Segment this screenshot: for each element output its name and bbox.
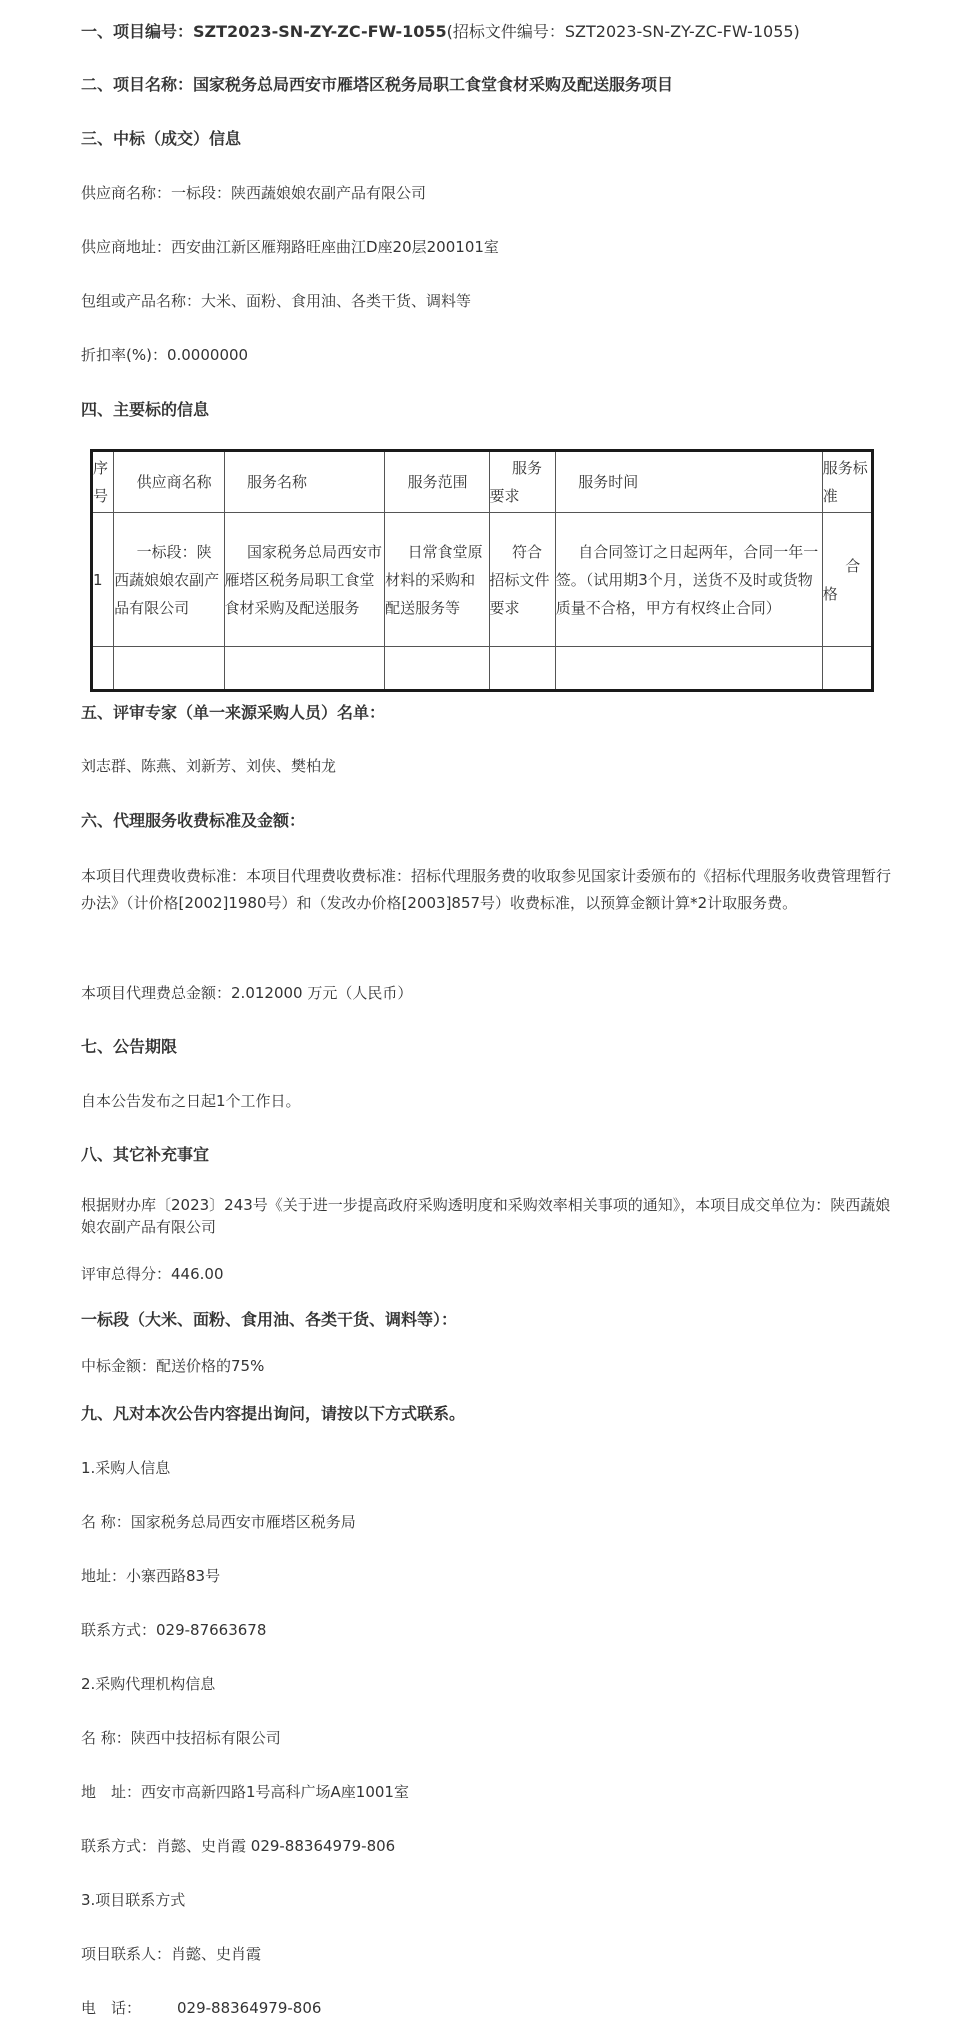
buyer-address: 地址：小寨西路83号	[81, 1567, 221, 1585]
header-cell: 供应商名称	[114, 451, 224, 513]
header-cell: 服务名称	[224, 451, 385, 513]
project-contact-person: 项目联系人：肖懿、史肖霞	[81, 1945, 262, 1963]
project-number-code: SZT2023-SN-ZY-ZC-FW-1055	[193, 22, 447, 41]
table-cell: 一标段：陕西蔬娘娘农副产品有限公司	[114, 513, 224, 647]
discount-rate: 折扣率(%)：0.0000000	[81, 346, 249, 364]
project-contact-heading: 3.项目联系方式	[81, 1891, 186, 1909]
agency-contact: 联系方式：肖懿、史肖霞 029-88364979-806	[81, 1837, 396, 1855]
section-6-title: 六、代理服务收费标准及金额：	[81, 811, 306, 830]
table-cell: 1	[92, 513, 114, 647]
agency-address: 地 址：西安市高新四路1号高科广场A座1001室	[81, 1783, 409, 1801]
agency-fee-standard: 本项目代理费收费标准：本项目代理费收费标准：招标代理服务费的收取参见国家计委颁布的《招标代理服务收费管理暂行办法》（计价格[2002]1980号）和（发改办价格[2003]857号）收费标准，以预算金额计算*2计取服务费。	[81, 867, 892, 912]
agency-name: 名 称：陕西中技招标有限公司	[81, 1729, 281, 1747]
project-phone-label: 电 话：	[81, 1999, 142, 2017]
section-3-title: 三、中标（成交）信息	[81, 129, 242, 148]
main-items-table	[90, 449, 874, 692]
project-number-label: 一、项目编号：	[81, 22, 194, 41]
project-phone	[81, 1997, 895, 2019]
lot-title: 一标段（大米、面粉、食用油、各类干货、调料等）：	[81, 1310, 458, 1329]
table-cell: 国家税务总局西安市雁塔区税务局职工食堂食材采购及配送服务	[224, 513, 385, 647]
table-cell: 符合招标文件要求	[489, 513, 555, 647]
supplementary-notice: 根据财办库〔2023〕243号《关于进一步提高政府采购透明度和采购效率相关事项的通知》，本项目成交单位为：陕西蔬娘娘农副产品有限公司	[81, 1196, 891, 1236]
tender-doc-number: (招标文件编号：SZT2023-SN-ZY-ZC-FW-1055)	[446, 22, 800, 41]
supplier-address: 供应商地址：西安曲江新区雁翔路旺座曲江D座20层200101室	[81, 238, 499, 256]
project-phone-value: 029-88364979-806	[177, 1999, 322, 2017]
supplier-name: 供应商名称：一标段：陕西蔬娘娘农副产品有限公司	[81, 184, 427, 202]
header-cell: 服务标准	[822, 451, 872, 513]
buyer-info-heading: 1.采购人信息	[81, 1459, 171, 1477]
buyer-phone: 联系方式：029-87663678	[81, 1621, 267, 1639]
section-8-title: 八、其它补充事宜	[81, 1145, 210, 1164]
header-cell: 服务范围	[385, 451, 489, 513]
total-score: 评审总得分：446.00	[81, 1265, 224, 1283]
table-header-row	[92, 451, 873, 513]
project-name-label: 二、项目名称：	[81, 75, 194, 94]
table-cell: 自合同签订之日起两年，合同一年一签。（试用期3个月，送货不及时或货物质量不合格，甲方有权终止合同）	[555, 513, 822, 647]
section-9-title: 九、凡对本次公告内容提出询问，请按以下方式联系。	[81, 1404, 466, 1423]
winning-amount: 中标金额：配送价格的75%	[81, 1357, 265, 1375]
table-cell: 日常食堂原材料的采购和配送服务等	[385, 513, 489, 647]
table-row	[92, 513, 873, 647]
notice-period: 自本公告发布之日起1个工作日。	[81, 1092, 301, 1110]
project-number	[81, 21, 895, 43]
header-cell: 序号	[92, 451, 114, 513]
table-row-empty	[92, 647, 873, 691]
buyer-name: 名 称：国家税务总局西安市雁塔区税务局	[81, 1513, 356, 1531]
header-cell: 服务要求	[489, 451, 555, 513]
product-name: 包组或产品名称：大米、面粉、食用油、各类干货、调料等	[81, 292, 472, 310]
section-4-title: 四、主要标的信息	[81, 400, 210, 419]
section-7-title: 七、公告期限	[81, 1037, 178, 1056]
section-5-title: 五、评审专家（单一来源采购人员）名单：	[81, 703, 386, 722]
table-cell: 合格	[822, 513, 872, 647]
agency-info-heading: 2.采购代理机构信息	[81, 1675, 216, 1693]
agency-fee-total: 本项目代理费总金额：2.012000 万元（人民币）	[81, 984, 413, 1002]
expert-list: 刘志群、陈燕、刘新芳、刘侠、樊柏龙	[81, 757, 337, 775]
project-name-value: 国家税务总局西安市雁塔区税务局职工食堂食材采购及配送服务项目	[193, 75, 674, 94]
project-name	[81, 74, 895, 96]
header-cell: 服务时间	[555, 451, 822, 513]
